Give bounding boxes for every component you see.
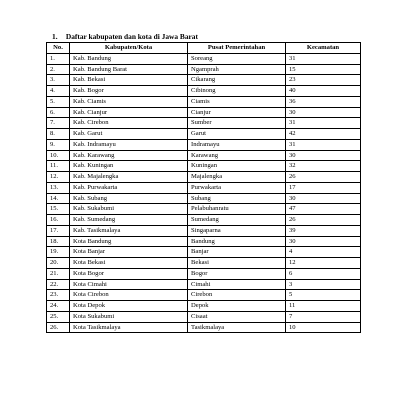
table-row <box>47 279 361 290</box>
cell-name: Kab. Subang <box>70 193 188 204</box>
cell-no: 15. <box>47 204 70 215</box>
cell-seat: Cibinong <box>188 86 286 97</box>
table-row <box>47 322 361 333</box>
cell-name: Kota Depok <box>70 301 188 312</box>
cell-name: Kab. Majalengka <box>70 172 188 183</box>
cell-seat: Pelabuhanratu <box>188 204 286 215</box>
cell-name: Kab. Sukabumi <box>70 204 188 215</box>
cell-districts: 11 <box>286 301 361 312</box>
cell-name: Kab. Karawang <box>70 150 188 161</box>
cell-name: Kab. Tasikmalaya <box>70 225 188 236</box>
cell-districts: 26 <box>286 172 361 183</box>
header-seat: Pusat Pemerintahan <box>188 43 286 54</box>
regions-table <box>46 42 361 333</box>
table-header <box>47 43 361 54</box>
cell-districts: 12 <box>286 258 361 269</box>
table-body <box>47 53 361 333</box>
cell-seat: Soreang <box>188 53 286 64</box>
header-name: Kabupaten/Kota <box>70 43 188 54</box>
cell-name: Kab. Garut <box>70 129 188 140</box>
cell-seat: Ciamis <box>188 96 286 107</box>
cell-no: 14. <box>47 193 70 204</box>
cell-no: 3. <box>47 75 70 86</box>
cell-districts: 26 <box>286 215 361 226</box>
cell-name: Kab. Cirebon <box>70 118 188 129</box>
header-row <box>47 43 361 54</box>
cell-no: 18. <box>47 236 70 247</box>
table-row <box>47 301 361 312</box>
cell-districts: 23 <box>286 75 361 86</box>
cell-no: 8. <box>47 129 70 140</box>
cell-seat: Tasikmalaya <box>188 322 286 333</box>
cell-districts: 39 <box>286 225 361 236</box>
cell-seat: Karawang <box>188 150 286 161</box>
cell-districts: 5 <box>286 290 361 301</box>
cell-districts: 31 <box>286 53 361 64</box>
table-row <box>47 193 361 204</box>
table-row <box>47 268 361 279</box>
table-row <box>47 86 361 97</box>
cell-seat: Cikarang <box>188 75 286 86</box>
cell-no: 23. <box>47 290 70 301</box>
cell-no: 17. <box>47 225 70 236</box>
cell-districts: 3 <box>286 279 361 290</box>
cell-districts: 6 <box>286 268 361 279</box>
table-row <box>47 150 361 161</box>
cell-name: Kota Cirebon <box>70 290 188 301</box>
cell-no: 11. <box>47 161 70 172</box>
cell-seat: Kuningan <box>188 161 286 172</box>
table-row <box>47 236 361 247</box>
cell-name: Kota Cimahi <box>70 279 188 290</box>
cell-name: Kab. Bogor <box>70 86 188 97</box>
cell-seat: Sumber <box>188 118 286 129</box>
cell-seat: Cisaat <box>188 311 286 322</box>
cell-districts: 17 <box>286 182 361 193</box>
cell-name: Kab. Bandung <box>70 53 188 64</box>
cell-no: 4. <box>47 86 70 97</box>
table-row <box>47 247 361 258</box>
table-row <box>47 64 361 75</box>
cell-seat: Subang <box>188 193 286 204</box>
cell-seat: Singaparna <box>188 225 286 236</box>
cell-seat: Cianjur <box>188 107 286 118</box>
cell-no: 16. <box>47 215 70 226</box>
cell-no: 5. <box>47 96 70 107</box>
cell-seat: Bekasi <box>188 258 286 269</box>
table-row <box>47 204 361 215</box>
header-districts: Kecamatan <box>286 43 361 54</box>
cell-no: 20. <box>47 258 70 269</box>
table-row <box>47 258 361 269</box>
cell-districts: 30 <box>286 150 361 161</box>
table-row <box>47 118 361 129</box>
table-row <box>47 96 361 107</box>
cell-name: Kab. Ciamis <box>70 96 188 107</box>
cell-seat: Sumedang <box>188 215 286 226</box>
table-row <box>47 161 361 172</box>
table-row <box>47 182 361 193</box>
cell-name: Kab. Sumedang <box>70 215 188 226</box>
cell-districts: 30 <box>286 193 361 204</box>
cell-seat: Garut <box>188 129 286 140</box>
cell-districts: 32 <box>286 161 361 172</box>
cell-name: Kota Banjar <box>70 247 188 258</box>
cell-name: Kab. Bekasi <box>70 75 188 86</box>
cell-name: Kota Bekasi <box>70 258 188 269</box>
cell-seat: Majalengka <box>188 172 286 183</box>
table-row <box>47 53 361 64</box>
cell-no: 22. <box>47 279 70 290</box>
cell-districts: 30 <box>286 107 361 118</box>
cell-no: 2. <box>47 64 70 75</box>
cell-seat: Banjar <box>188 247 286 258</box>
section-heading <box>52 32 198 42</box>
cell-seat: Indramayu <box>188 139 286 150</box>
cell-districts: 36 <box>286 96 361 107</box>
table-row <box>47 139 361 150</box>
cell-seat: Depok <box>188 301 286 312</box>
cell-districts: 4 <box>286 247 361 258</box>
table-row <box>47 129 361 140</box>
cell-name: Kota Sukabumi <box>70 311 188 322</box>
cell-no: 7. <box>47 118 70 129</box>
cell-districts: 31 <box>286 118 361 129</box>
cell-name: Kab. Cianjur <box>70 107 188 118</box>
cell-name: Kab. Indramayu <box>70 139 188 150</box>
cell-seat: Ngamprah <box>188 64 286 75</box>
cell-seat: Cirebon <box>188 290 286 301</box>
cell-name: Kota Tasikmalaya <box>70 322 188 333</box>
cell-name: Kab. Kuningan <box>70 161 188 172</box>
cell-no: 1. <box>47 53 70 64</box>
cell-districts: 10 <box>286 322 361 333</box>
table-row <box>47 107 361 118</box>
cell-no: 26. <box>47 322 70 333</box>
table-row <box>47 225 361 236</box>
cell-seat: Bogor <box>188 268 286 279</box>
cell-no: 9. <box>47 139 70 150</box>
cell-districts: 31 <box>286 139 361 150</box>
cell-no: 10. <box>47 150 70 161</box>
cell-no: 12. <box>47 172 70 183</box>
cell-no: 6. <box>47 107 70 118</box>
cell-no: 24. <box>47 301 70 312</box>
table-row <box>47 311 361 322</box>
cell-seat: Bandung <box>188 236 286 247</box>
cell-districts: 42 <box>286 129 361 140</box>
cell-seat: Purwakarta <box>188 182 286 193</box>
cell-seat: Cimahi <box>188 279 286 290</box>
header-no: No. <box>47 43 70 54</box>
table-row <box>47 75 361 86</box>
table-row <box>47 215 361 226</box>
cell-districts: 15 <box>286 64 361 75</box>
cell-no: 19. <box>47 247 70 258</box>
cell-districts: 40 <box>286 86 361 97</box>
cell-districts: 7 <box>286 311 361 322</box>
cell-name: Kota Bogor <box>70 268 188 279</box>
cell-name: Kab. Bandung Barat <box>70 64 188 75</box>
cell-districts: 30 <box>286 236 361 247</box>
section-number: 1. <box>52 32 58 41</box>
cell-name: Kab. Purwakarta <box>70 182 188 193</box>
table-row <box>47 172 361 183</box>
cell-no: 25. <box>47 311 70 322</box>
cell-name: Kota Bandung <box>70 236 188 247</box>
cell-no: 21. <box>47 268 70 279</box>
section-title: Daftar kabupaten dan kota di Jawa Barat <box>65 32 198 41</box>
table-row <box>47 290 361 301</box>
cell-districts: 47 <box>286 204 361 215</box>
cell-no: 13. <box>47 182 70 193</box>
